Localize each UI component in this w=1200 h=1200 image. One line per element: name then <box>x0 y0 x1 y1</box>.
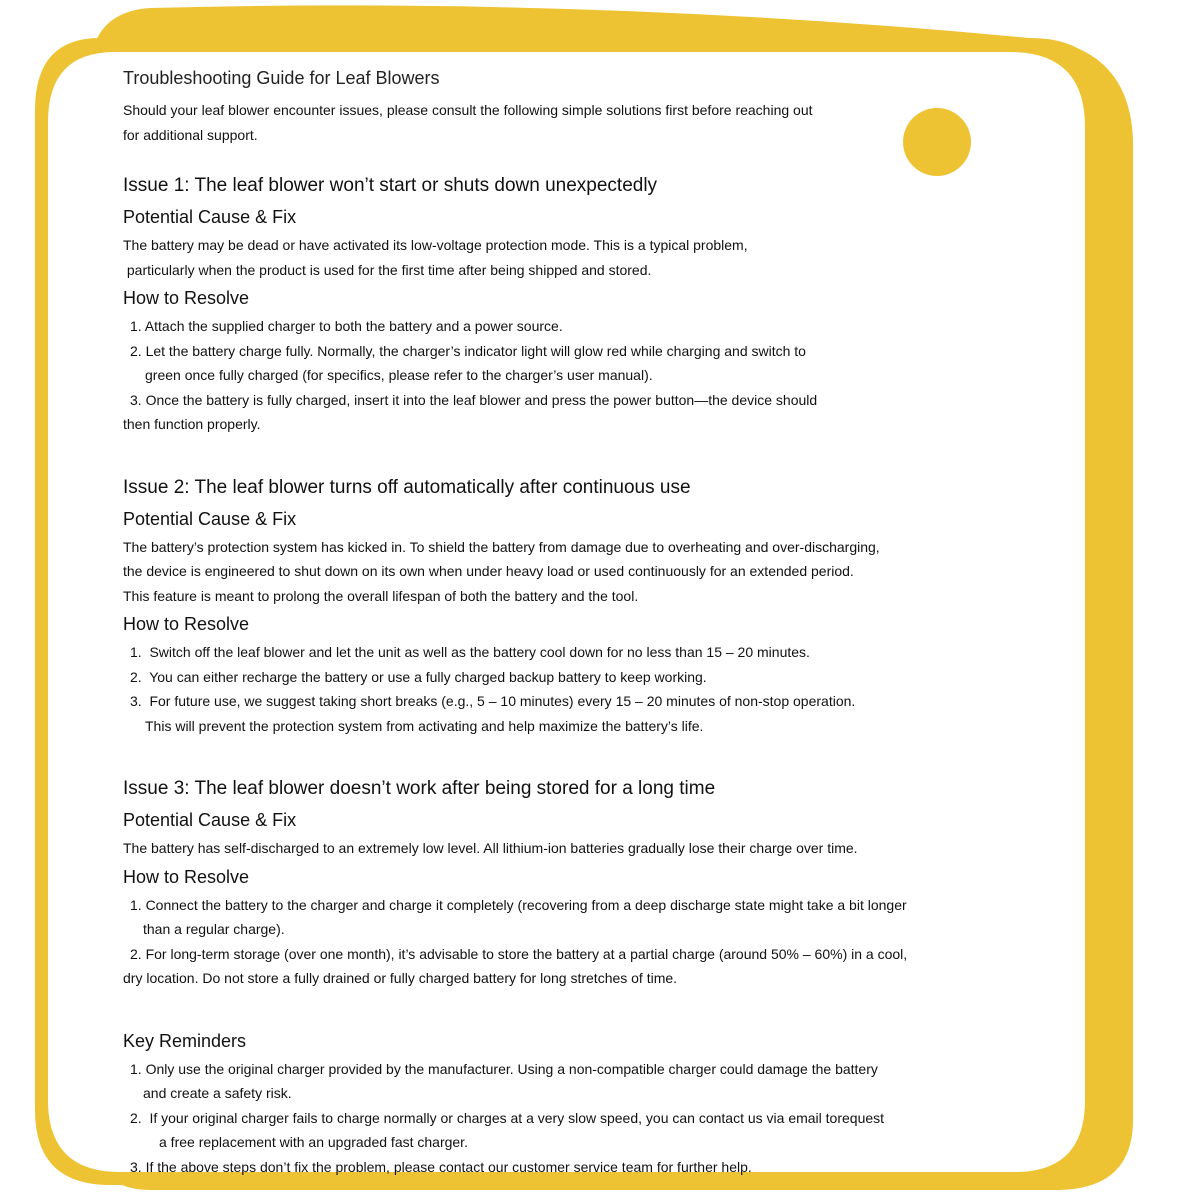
issue-3-resolve-heading: How to Resolve <box>123 866 250 887</box>
issue-2-step-3-cont: This will prevent the protection system from activating and help maximize the battery’s life. <box>145 717 704 734</box>
issue-2-cause-line-1: The battery’s protection system has kicked in. To shield the battery from damage due to overheating and over-discharging, <box>123 538 880 555</box>
issue-2-heading: Issue 2: The leaf blower turns off automatically after continuous use <box>123 476 691 498</box>
issue-1-cause-line-1: The battery may be dead or have activated its low-voltage protection mode. This is a typical problem, <box>123 237 748 253</box>
issue-2-section <box>123 475 963 739</box>
issue-1-heading: Issue 1: The leaf blower won’t start or shuts down unexpectedly <box>123 175 658 196</box>
issue-2-cause-line-2: the device is engineered to shut down on its own when under heavy load or used continuously for an extended period. <box>123 563 854 579</box>
issue-2-step-3: 3. For future use, we suggest taking short breaks (e.g., 5 – 10 minutes) every 15 – 20 minutes of non-stop operation. <box>130 693 856 709</box>
issue-2-cause-heading: Potential Cause & Fix <box>123 508 297 529</box>
issue-3-step-1: 1. Connect the battery to the charger and charge it completely (recovering from a deep discharge state might take a bit longer <box>130 896 907 913</box>
reminder-1-cont: and create a safety risk. <box>143 1085 292 1101</box>
issue-3-cause-heading: Potential Cause & Fix <box>123 810 297 830</box>
issue-2-step-1: 1. Switch off the leaf blower and let the unit as well as the battery cool down for no less than 15 – 20 minutes. <box>130 644 810 660</box>
reminder-1: 1. Only use the original charger provided by the manufacturer. Using a non-compatible charger could damage the battery <box>130 1060 878 1077</box>
reminders-heading: Key Reminders <box>123 1030 247 1051</box>
issue-1-step-2: 2. Let the battery charge fully. Normally, the charger’s indicator light will glow red while charging and switch to <box>130 342 806 359</box>
issue-3-cause-line-1: The battery has self-discharged to an extremely low level. All lithium-ion batteries gradually lose their charge over time. <box>123 840 858 856</box>
issue-2-cause-line-3: This feature is meant to prolong the overall lifespan of both the battery and the tool. <box>123 587 639 604</box>
issue-3-section <box>123 776 963 991</box>
guide-content <box>123 66 963 1179</box>
issue-3-step-2: 2. For long-term storage (over one month), it’s advisable to store the battery at a partial charge (around 50% – 60%) in a cool, <box>130 945 908 962</box>
reminders-section <box>123 1029 963 1180</box>
intro-line-2: for additional support. <box>123 126 258 143</box>
issue-3-heading: Issue 3: The leaf blower doesn’t work after being stored for a long time <box>123 778 716 799</box>
issue-3-step-1-cont: than a regular charge). <box>143 921 285 937</box>
intro-line-1: Should your leaf blower encounter issues, please consult the following simple solutions first before reaching out <box>123 102 813 118</box>
reminder-3: 3. If the above steps don’t fix the problem, please contact our customer service team for further help. <box>130 1158 752 1175</box>
issue-1-section <box>123 173 963 437</box>
issue-2-step-2: 2. You can either recharge the battery or use a fully charged backup battery to keep working. <box>130 668 707 685</box>
issue-2-resolve-heading: How to Resolve <box>123 614 250 634</box>
issue-1-step-2-cont: green once fully charged (for specifics, please refer to the charger’s user manual). <box>145 367 653 383</box>
reminder-2-cont: a free replacement with an upgraded fast charger. <box>159 1134 468 1150</box>
issue-3-step-2-cont: dry location. Do not store a fully drained or fully charged battery for long stretches of time. <box>123 970 678 986</box>
issue-1-resolve-heading: How to Resolve <box>123 288 250 308</box>
issue-1-step-1: 1. Attach the supplied charger to both the battery and a power source. <box>130 318 563 334</box>
issue-1-cause-line-2: particularly when the product is used for the first time after being shipped and stored. <box>123 261 652 278</box>
issue-1-step-3: 3. Once the battery is fully charged, insert it into the leaf blower and press the power button—the device should <box>130 391 818 408</box>
issue-1-cause-heading: Potential Cause & Fix <box>123 207 297 227</box>
document-title: Troubleshooting Guide for Leaf Blowers <box>123 68 440 88</box>
reminder-2: 2. If your original charger fails to charge normally or charges at a very slow speed, you can contact us via email torequest <box>130 1109 885 1126</box>
issue-1-step-3-cont: then function properly. <box>123 416 261 432</box>
